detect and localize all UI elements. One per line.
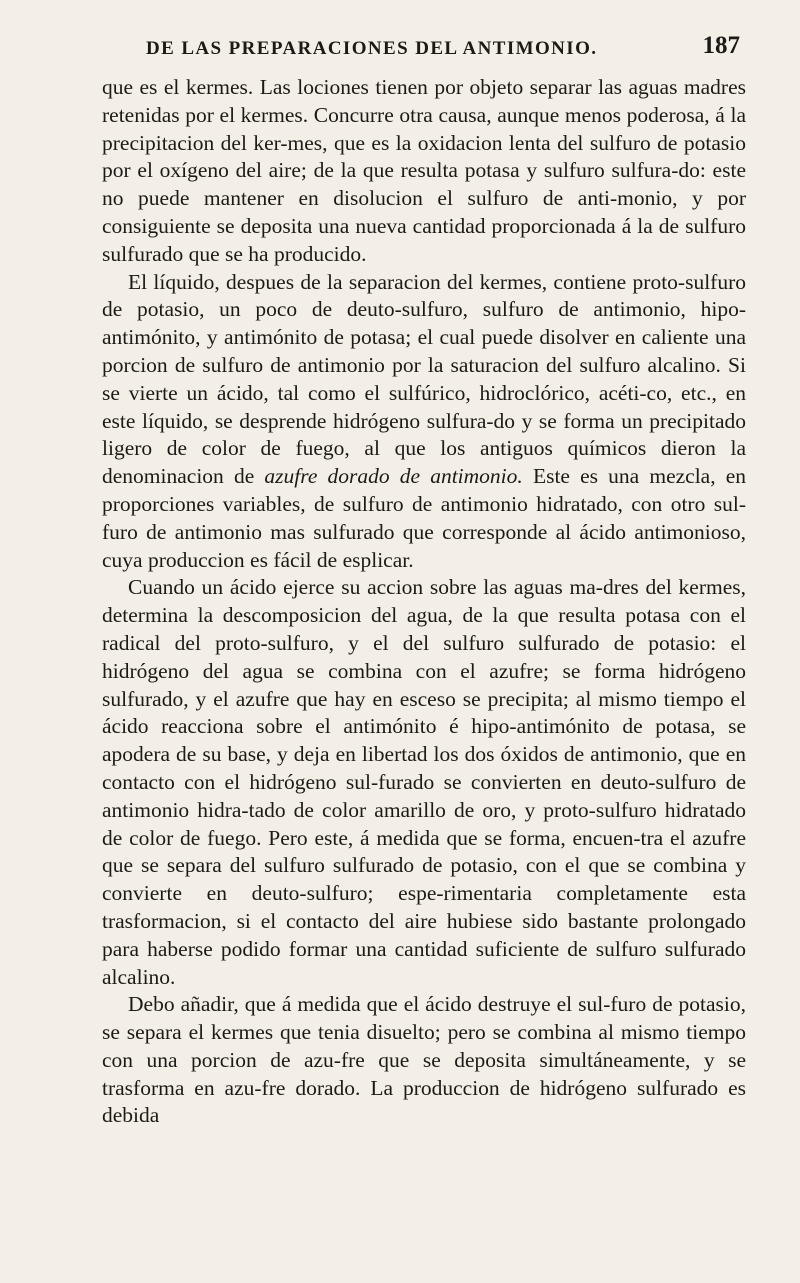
running-head (102, 34, 746, 74)
paragraph-4: Debo añadir, que á medida que el ácido destruye el sul-furo de potasio, se separa el kermes que tenia disuelto; pero se combina al mismo tiempo con una porcion de azu-fre que se deposita simultáneamente, y se trasforma en azu-fre dorado. La produccion de hidrógeno sulfurado es debida (102, 992, 746, 1128)
paragraph-2-continuation: Este es una mezcla, en proporciones variables, de sulfuro de antimonio hidratado, con otro sul-furo de antimonio mas sulfurado que corresponde al ácido antimonioso, cuya produccion es fácil de esplicar. (102, 464, 747, 572)
italic-term-azufre-dorado: azufre dorado de antimonio. (264, 464, 523, 489)
paragraph-2 (102, 269, 746, 575)
paragraph-3: Cuando un ácido ejerce su accion sobre las aguas ma-dres del kermes, determina la descomposicion del agua, de la que resulta potasa con el radical del proto-sulfuro, y el del sulfuro sulfurado de potasio: el hidrógeno del agua se combina con el azufre; se forma hidrógeno sulfurado, y el azufre que hay en esceso se precipita; al mismo tiempo el ácido reacciona sobre el antimónito é hipo-antimónito de potasa, se apodera de su base, y deja en libertad los dos óxidos de antimonio, que en contacto con el hidrógeno sul-furado se convierten en deuto-sulfuro de antimonio hidra-tado de color amarillo de oro, y proto-sulfuro hidratado de color de fuego. Pero este, á medida que se forma, encuen-tra el azufre que se separa del sulfuro sulfurado de potasio, con el que se combina y convierte en deuto-sulfuro; espe-rimentaria completamente esta trasformacion, si el contacto del aire hubiese sido bastante prolongado para haberse podido formar una cantidad suficiente de sulfuro sulfurado alcalino. (102, 575, 746, 989)
paragraph-1: que es el kermes. Las lociones tienen por objeto separar las aguas madres retenidas por el kermes. Concurre otra causa, aunque menos poderosa, á la precipitacion del ker-mes, que es la oxidacion lenta del sulfuro de potasio por el oxígeno del aire; de la que resulta potasa y sulfuro sulfura-do: este no puede mantener en disolucion el sulfuro de anti-monio, y por consiguiente se deposita una nueva cantidad proporcionada á la de sulfuro sulfurado que se ha producido. (102, 75, 746, 266)
running-title: DE LAS PREPARACIONES DEL ANTIMONIO. (146, 38, 598, 59)
page-number: 187 (702, 32, 740, 59)
paragraph-2-text: El líquido, despues de la separacion del kermes, contiene proto-sulfuro de potasio, un poco de deuto-sulfuro, sulfuro de antimonio, hipo-antimónito, y antimónito de potasa; el cual puede disolver en caliente una porcion de sulfuro de antimonio por la saturacion del sulfuro alcalino. Si se vierte un ácido, tal como el sulfúrico, hidroclórico, acéti-co, etc., en este líquido, se desprende hidrógeno sulfura-do y se forma un precipitado ligero de color de fuego, al que los antiguos químicos dieron la denominacion de (102, 269, 746, 489)
body-text (102, 74, 746, 1130)
